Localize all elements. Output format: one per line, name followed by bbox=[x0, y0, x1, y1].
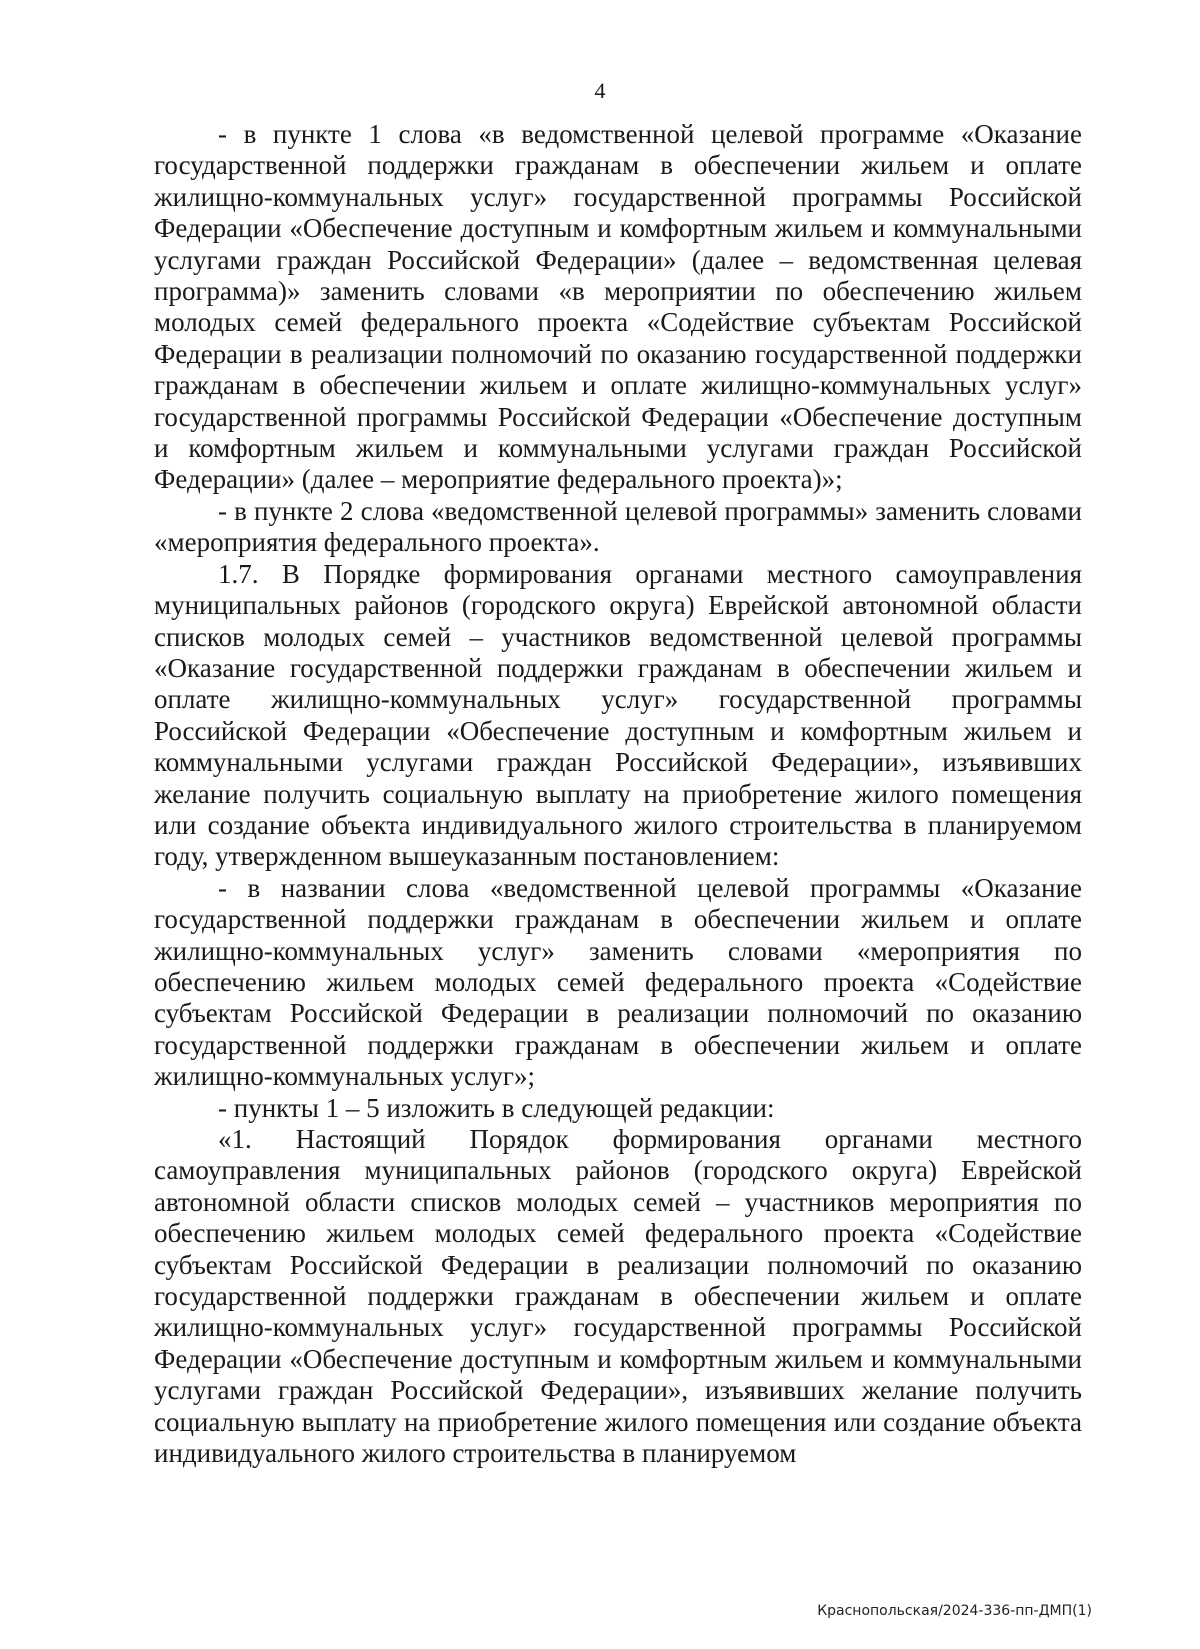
paragraph-item-2-amendment: - в пункте 2 слова «ведомственной целевой программы» заменить словами «мероприятия федерального проекта». bbox=[154, 495, 1082, 558]
paragraph-item-1-amendment: - в пункте 1 слова «в ведомственной целевой программе «Оказание государственной поддержки гражданам в обеспечении жильем и оплате жилищно-коммунальных услуг» государственной программы Российской Федерации «Обеспечение доступным и комфортным жильем и коммунальными услугами граждан Российской Федерации» (далее – ведомственная целевая программа)» заменить словами «в мероприятии по обеспечению жильем молодых семей федерального проекта «Содействие субъектам Российской Федерации в реализации полномочий по оказанию государственной поддержки гражданам в обеспечении жильем и оплате жилищно-коммунальных услуг» государственной программы Российской Федерации «Обеспечение доступным и комфортным жильем и коммунальными услугами граждан Российской Федерации» (далее – мероприятие федерального проекта)»; bbox=[154, 119, 1082, 495]
paragraph-items-1-5: - пункты 1 – 5 изложить в следующей редакции: bbox=[218, 1092, 775, 1123]
paragraph-title-amendment: - в названии слова «ведомственной целевой программы «Оказание государственной поддержки гражданам в обеспечении жильем и оплате жилищно-коммунальных услуг» заменить словами «мероприятия по обеспечению жильем молодых семей федерального проекта «Содействие субъектам Российской Федерации в реализации полномочий по оказанию государственной поддержки гражданам в обеспечении жильем и оплате жилищно-коммунальных услуг»; bbox=[154, 872, 1082, 1092]
document-body bbox=[154, 119, 1082, 1469]
document-footer-reference: Краснопольская/2024-336-пп-ДМП(1) bbox=[817, 1603, 1092, 1619]
paragraph-section-1-7: 1.7. В Порядке формирования органами местного самоуправления муниципальных районов (городского округа) Еврейской автономной области списков молодых семей – участников ведомственной целевой программы «Оказание государственной поддержки гражданам в обеспечении жильем и оплате жилищно-коммунальных услуг» государственной программы Российской Федерации «Обеспечение доступным и комфортным жильем и коммунальными услугами граждан Российской Федерации», изъявивших желание получить социальную выплату на приобретение жилого помещения или создание объекта индивидуального жилого строительства в планируемом году, утвержденном вышеуказанным постановлением: bbox=[154, 558, 1082, 872]
paragraph-new-item-1: «1. Настоящий Порядок формирования органами местного самоуправления муниципальных районов (городского округа) Еврейской автономной области списков молодых семей – участников мероприятия по обеспечению жильем молодых семей федерального проекта «Содействие субъектам Российской Федерации в реализации полномочий по оказанию государственной поддержки гражданам в обеспечении жильем и оплате жилищно-коммунальных услуг» государственной программы Российской Федерации «Обеспечение доступным и комфортным жильем и коммунальными услугами граждан Российской Федерации», изъявивших желание получить социальную выплату на приобретение жилого помещения или создание объекта индивидуального жилого строительства в планируемом bbox=[154, 1124, 1082, 1469]
page-number: 4 bbox=[594, 78, 606, 103]
